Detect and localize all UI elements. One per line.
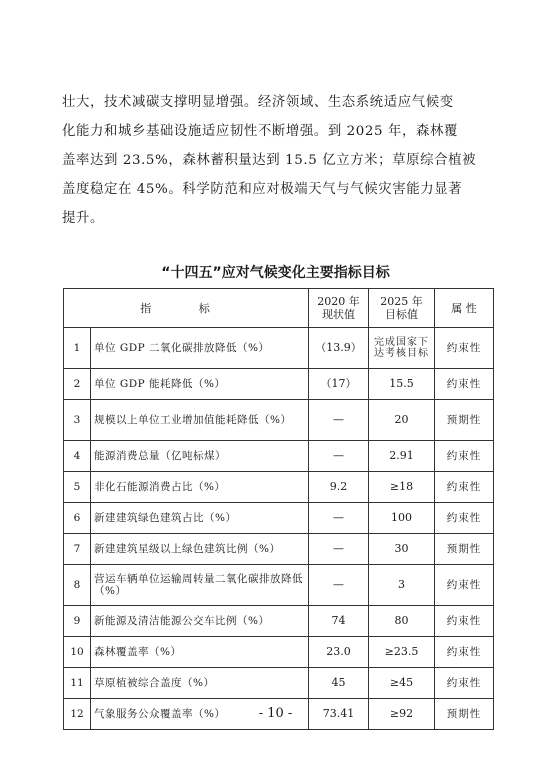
indicator-name: 非化石能源消费占比（%） bbox=[91, 472, 309, 503]
attribute-value: 约束性 bbox=[435, 637, 494, 668]
target-value: ≥45 bbox=[369, 668, 435, 699]
indicator-table bbox=[63, 288, 494, 730]
current-value: 74 bbox=[309, 606, 369, 637]
table-row bbox=[64, 534, 494, 565]
attribute-value: 约束性 bbox=[435, 369, 494, 400]
paragraph-line: 盖率达到 23.5%，森林蓄积量达到 15.5 亿立方米；草原综合植被 bbox=[62, 153, 477, 168]
indicator-name: 规模以上单位工业增加值能耗降低（%） bbox=[91, 400, 309, 441]
current-value: 45 bbox=[309, 668, 369, 699]
table-row bbox=[64, 565, 494, 606]
target-value: 30 bbox=[369, 534, 435, 565]
current-value: — bbox=[309, 400, 369, 441]
attribute-value: 约束性 bbox=[435, 565, 494, 606]
target-value: ≥18 bbox=[369, 472, 435, 503]
target-value: 3 bbox=[369, 565, 435, 606]
row-number: 7 bbox=[64, 534, 91, 565]
target-value: 80 bbox=[369, 606, 435, 637]
table-row bbox=[64, 637, 494, 668]
current-value: 73.41 bbox=[309, 699, 369, 730]
row-number: 9 bbox=[64, 606, 91, 637]
attribute-value: 预期性 bbox=[435, 534, 494, 565]
target-value: 2.91 bbox=[369, 441, 435, 472]
target-value: 20 bbox=[369, 400, 435, 441]
current-value: — bbox=[309, 534, 369, 565]
row-number: 5 bbox=[64, 472, 91, 503]
indicator-name: 单位 GDP 二氧化碳排放降低（%） bbox=[91, 328, 309, 369]
row-number: 8 bbox=[64, 565, 91, 606]
attribute-value: 约束性 bbox=[435, 328, 494, 369]
row-number: 10 bbox=[64, 637, 91, 668]
row-number: 12 bbox=[64, 699, 91, 730]
indicator-name: 气象服务公众覆盖率（%） bbox=[91, 699, 309, 730]
table-row bbox=[64, 400, 494, 441]
current-value: — bbox=[309, 565, 369, 606]
paragraph-line: 提升。 bbox=[62, 211, 104, 226]
current-value: （17） bbox=[309, 369, 369, 400]
table-row bbox=[64, 503, 494, 534]
target-value: 完成国家下达考核目标 bbox=[369, 328, 435, 369]
indicator-name: 森林覆盖率（%） bbox=[91, 637, 309, 668]
target-value: ≥23.5 bbox=[369, 637, 435, 668]
table-header-row bbox=[64, 289, 494, 328]
indicator-name: 营运车辆单位运输周转量二氧化碳排放降低（%） bbox=[91, 565, 309, 606]
indicator-name: 单位 GDP 能耗降低（%） bbox=[91, 369, 309, 400]
paragraph-line: 化能力和城乡基础设施适应韧性不断增强。到 2025 年，森林覆 bbox=[62, 124, 458, 139]
paragraph-line: 盖度稳定在 45%。科学防范和应对极端天气与气候灾害能力显著 bbox=[62, 182, 463, 197]
target-value: ≥92 bbox=[369, 699, 435, 730]
attribute-value: 约束性 bbox=[435, 441, 494, 472]
row-number: 11 bbox=[64, 668, 91, 699]
paragraph-line: 壮大，技术减碳支撑明显增强。经济领域、生态系统适应气候变 bbox=[62, 95, 454, 110]
current-value: 23.0 bbox=[309, 637, 369, 668]
target-value: 15.5 bbox=[369, 369, 435, 400]
attribute-value: 预期性 bbox=[435, 699, 494, 730]
attribute-value: 预期性 bbox=[435, 400, 494, 441]
indicator-name: 新建建筑星级以上绿色建筑比例（%） bbox=[91, 534, 309, 565]
header-target-value: 2025 年 目标值 bbox=[369, 289, 435, 328]
body-paragraph bbox=[62, 88, 492, 233]
table-row bbox=[64, 472, 494, 503]
row-number: 6 bbox=[64, 503, 91, 534]
attribute-value: 约束性 bbox=[435, 668, 494, 699]
target-value: 100 bbox=[369, 503, 435, 534]
row-number: 4 bbox=[64, 441, 91, 472]
current-value: — bbox=[309, 503, 369, 534]
header-indicator: 指 标 bbox=[64, 289, 309, 328]
current-value: 9.2 bbox=[309, 472, 369, 503]
table-row bbox=[64, 328, 494, 369]
table-row bbox=[64, 668, 494, 699]
row-number: 1 bbox=[64, 328, 91, 369]
row-number: 2 bbox=[64, 369, 91, 400]
attribute-value: 约束性 bbox=[435, 606, 494, 637]
page-number: - 10 - bbox=[258, 706, 293, 721]
table-title: “十四五”应对气候变化主要指标目标 bbox=[161, 265, 390, 281]
indicator-name: 草原植被综合盖度（%） bbox=[91, 668, 309, 699]
current-value: — bbox=[309, 441, 369, 472]
row-number: 3 bbox=[64, 400, 91, 441]
attribute-value: 约束性 bbox=[435, 503, 494, 534]
indicator-name: 新能源及清洁能源公交车比例（%） bbox=[91, 606, 309, 637]
header-attribute: 属 性 bbox=[435, 289, 494, 328]
indicator-name: 能源消费总量（亿吨标煤） bbox=[91, 441, 309, 472]
table-row bbox=[64, 606, 494, 637]
table-row bbox=[64, 441, 494, 472]
table-row bbox=[64, 369, 494, 400]
header-current-value: 2020 年 现状值 bbox=[309, 289, 369, 328]
current-value: （13.9） bbox=[309, 328, 369, 369]
attribute-value: 约束性 bbox=[435, 472, 494, 503]
indicator-name: 新建建筑绿色建筑占比（%） bbox=[91, 503, 309, 534]
